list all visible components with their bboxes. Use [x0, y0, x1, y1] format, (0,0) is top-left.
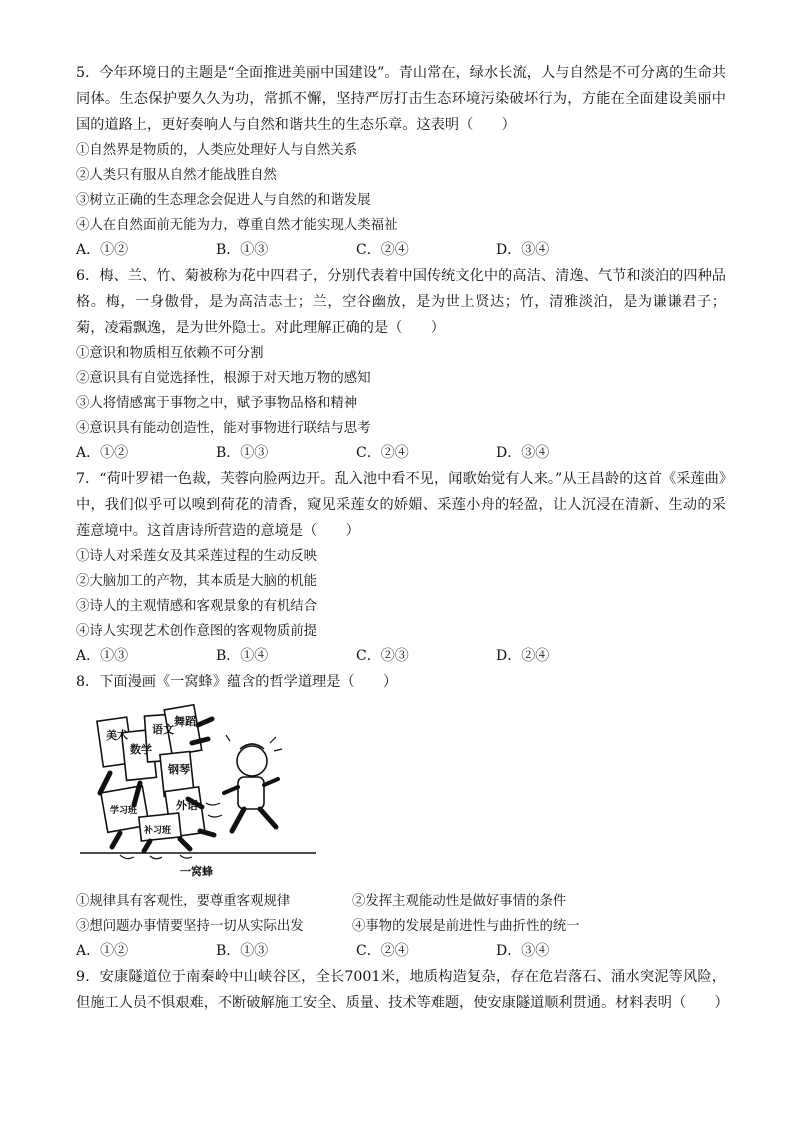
answer-c[interactable]: C．②④: [356, 943, 409, 959]
question-8: [76, 669, 726, 964]
answer-c[interactable]: C．②④: [356, 242, 409, 258]
answer-d[interactable]: D．③④: [496, 242, 550, 258]
book-label-math: 数学: [130, 743, 152, 756]
question-8-stem: 8．下面漫画《一窝蜂》蕴含的哲学道理是（ ）: [76, 674, 398, 690]
question-5-answers: [76, 238, 726, 263]
page-content: [76, 60, 729, 1016]
question-8-items-row-1: [76, 889, 726, 914]
book-label-study: 学习班: [110, 806, 138, 816]
question-5-stem: 5．今年环境日的主题是“全面推进美丽中国建设”。青山常在，绿水长流，人与自然是不可分离的生命共同体。生态保护要久久为功，常抓不懈，坚持严厉打击生态环境污染破坏行为，方能在全面建设美丽中国的道路上，更好奏响人与自然和谐共生的生态乐章。这表明（ ）: [76, 65, 726, 133]
answer-c[interactable]: C．②③: [356, 648, 409, 664]
question-6-item-2: ②意识具有自觉选择性，根源于对天地万物的感知: [76, 371, 371, 386]
book-label-tutoring: 补习班: [144, 826, 172, 836]
question-8-item-2: ②发挥主观能动性是做好事情的条件: [352, 894, 567, 909]
question-8-item-3: ③想问题办事情要坚持一切从实际出发: [76, 919, 304, 934]
book-label-piano: 钢琴: [168, 763, 190, 776]
answer-d[interactable]: D．②④: [496, 648, 550, 664]
question-5-item-2: ②人类只有服从自然才能战胜自然: [76, 168, 277, 183]
question-7-answers: [76, 644, 726, 669]
answer-d[interactable]: D．③④: [496, 445, 550, 461]
question-8-item-4: ④事物的发展是前进性与曲折性的统一: [352, 919, 580, 934]
question-8-items-row-2: [76, 914, 726, 939]
question-6: [76, 263, 726, 466]
answer-b[interactable]: B．①③: [216, 445, 269, 461]
question-7-item-2: ②大脑加工的产物，其本质是大脑的机能: [76, 574, 318, 589]
question-6-item-3: ③人将情感寓于事物之中，赋予事物品格和精神: [76, 396, 358, 411]
question-6-answers: [76, 441, 726, 466]
answer-b[interactable]: B．①④: [216, 648, 269, 664]
question-7-item-4: ④诗人实现艺术创作意图的客观物质前提: [76, 624, 318, 639]
answer-d[interactable]: D．③④: [496, 943, 550, 959]
answer-a[interactable]: A．①②: [76, 943, 129, 959]
question-6-item-1: ①意识和物质相互依赖不可分割: [76, 346, 264, 361]
question-6-stem: 6．梅、兰、竹、菊被称为花中四君子，分别代表着中国传统文化中的高洁、清逸、气节和淡泊的四种品格。梅，一身傲骨，是为高洁志士；兰，空谷幽放，是为世上贤达；竹，清雅淡泊，是为谦谦君子；菊，凌霜飘逸，是为世外隐士。对此理解正确的是（ ）: [76, 268, 726, 336]
question-7-item-1: ①诗人对采莲女及其采莲过程的生动反映: [76, 549, 318, 564]
answer-a[interactable]: A．①②: [76, 445, 129, 461]
question-5-item-4: ④人在自然面前无能为力，尊重自然才能实现人类福祉: [76, 218, 398, 233]
question-7: [76, 466, 726, 669]
question-9-stem: 9．安康隧道位于南秦岭中山峡谷区，全长7001米，地质构造复杂，存在危岩落石、涌水突泥等风险，但施工人员不惧艰难，不断破解施工安全、质量、技术等难题，使安康隧道顺利贯通。材料表明（ ）: [76, 969, 729, 1011]
answer-c[interactable]: C．②④: [356, 445, 409, 461]
book-label-foreign: 外语: [176, 799, 198, 812]
cartoon-image: [80, 703, 320, 881]
answer-a[interactable]: A．①③: [76, 648, 129, 664]
question-7-item-3: ③诗人的主观情感和客观景象的有机结合: [76, 599, 318, 614]
question-5: [76, 60, 726, 263]
answer-a[interactable]: A．①②: [76, 242, 129, 258]
question-6-item-4: ④意识具有能动创造性，能对事物进行联结与思考: [76, 421, 371, 436]
child-body: [238, 777, 264, 809]
book-label-chinese: 语文: [152, 723, 174, 736]
book-label-dance: 舞蹈: [174, 715, 196, 728]
cartoon-drawing: [80, 703, 320, 881]
question-5-item-3: ③树立正确的生态理念会促进人与自然的和谐发展: [76, 193, 371, 208]
cartoon-caption: 一窝蜂: [180, 865, 213, 878]
question-7-stem: 7．“荷叶罗裙一色裁，芙蓉向脸两边开。乱入池中看不见，闻歌始觉有人来。”从王昌龄的这首《采莲曲》中，我们似乎可以嗅到荷花的清香，窥见采莲女的娇媚、采莲小舟的轻盈，让人沉浸在清新、生动的采莲意境中。这首唐诗所营造的意境是（ ）: [76, 471, 726, 539]
answer-b[interactable]: B．①③: [216, 943, 269, 959]
book-label-art: 美术: [106, 729, 128, 742]
child-figure: [206, 744, 278, 831]
dust-marks: [120, 855, 192, 859]
question-9: [76, 964, 729, 1016]
question-8-item-1: ①规律具有客观性，要尊重客观规律: [76, 894, 291, 909]
question-8-answers: [76, 939, 726, 964]
answer-b[interactable]: B．①③: [216, 242, 269, 258]
question-5-item-1: ①自然界是物质的，人类应处理好人与自然关系: [76, 143, 358, 158]
child-head: [237, 746, 267, 776]
